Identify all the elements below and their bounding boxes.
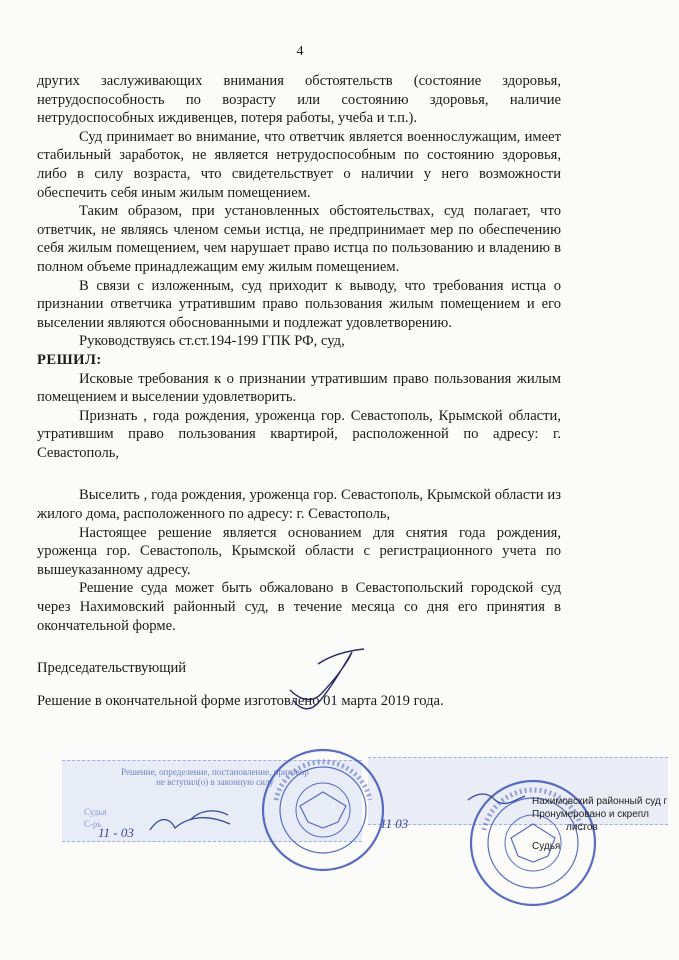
decision-heading: РЕШИЛ: — [37, 351, 102, 368]
paragraph-2: Суд принимает во внимание, что ответчик является военнослужащим, имеет стабильный заработок, не является нетрудоспособным по состоянию здоровья, либо в силу возраста, что свидетельствует о наличии у него возможности обеспечить себя иным жилым помещением. — [37, 128, 561, 201]
paragraph-5: Руководствуясь ст.ст.194-199 ГПК РФ, суд, — [79, 333, 345, 350]
binding-note-line-4: Судья — [532, 841, 561, 852]
paragraph-7: Признать , года рождения, уроженца гор. Севастополь, Крымской области, утратившим право пользования квартирой, расположенной по адресу: г. Севастополь, — [37, 407, 561, 461]
right-stamp-handwritten-date: 11 03 — [380, 816, 409, 831]
judge-signature — [290, 649, 364, 709]
binding-note — [532, 795, 679, 853]
paragraph-3: Таким образом, при установленных обстоятельствах, суд полагает, что ответчик, не являясь членом семьи истца, не предпринимает мер по обеспечению себя жилым помещением, чем нарушает право истца по пользованию и владению в полном объеме принадлежащим ему жилым помещением. — [37, 203, 561, 275]
binding-note-line-2: Пронумеровано и скрепл — [532, 809, 650, 820]
stamp-handwritten-date: 11 - 03 — [98, 825, 134, 840]
presiding-judge-label: Председательствующий — [37, 660, 187, 677]
final-form-note: Решение в окончательной форме изготовлено 01 марта 2019 года. — [37, 692, 444, 709]
paragraph-4: В связи с изложенным, суд приходит к выводу, что требования истца о признании ответчика утратившим право пользования жилым помещением и его выселении являются обоснованными и подлежат удовлетворению. — [37, 277, 561, 331]
page-number: 4 — [296, 44, 304, 59]
paragraph-10: Решение суда может быть обжаловано в Севастопольский городской суд через Нахимовский районный суд, в течение месяца со дня его принятия в окончательной форме. — [37, 580, 561, 634]
paragraph-8: Выселить , года рождения, уроженца гор. Севастополь, Крымской области из жилого дома, расположенного по адресу: г. Севастополь, — [37, 487, 561, 523]
paragraph-9: Настоящее решение является основанием для снятия года рождения, уроженца гор. Севастополь, Крымской области с регистрационного учета по вышеуказанному адресу. — [37, 524, 561, 578]
stamp-secretary-label: С-рь — [84, 819, 102, 829]
binding-note-line-1: Нахимовский районный суд г — [532, 796, 668, 807]
binding-note-line-3: листов — [566, 822, 598, 833]
stamp-text: Решение, определение, постановление, приговор не вступил(о) в законную силу — [121, 767, 309, 787]
court-seal-left — [263, 750, 383, 870]
paragraph-6: Исковые требования к о признании утратившим право пользования жилым помещением и выселении удовлетворить. — [37, 370, 561, 406]
stamp-judge-label: Судья — [84, 807, 107, 817]
stamp-signature-left — [150, 811, 230, 830]
paragraph-1: других заслуживающих внимания обстоятельств (состояние здоровья, нетрудоспособность по возрасту или состоянию здоровья, наличие нетрудоспособных иждивенцев, потеря работы, учеба и т.п.). — [37, 73, 561, 127]
